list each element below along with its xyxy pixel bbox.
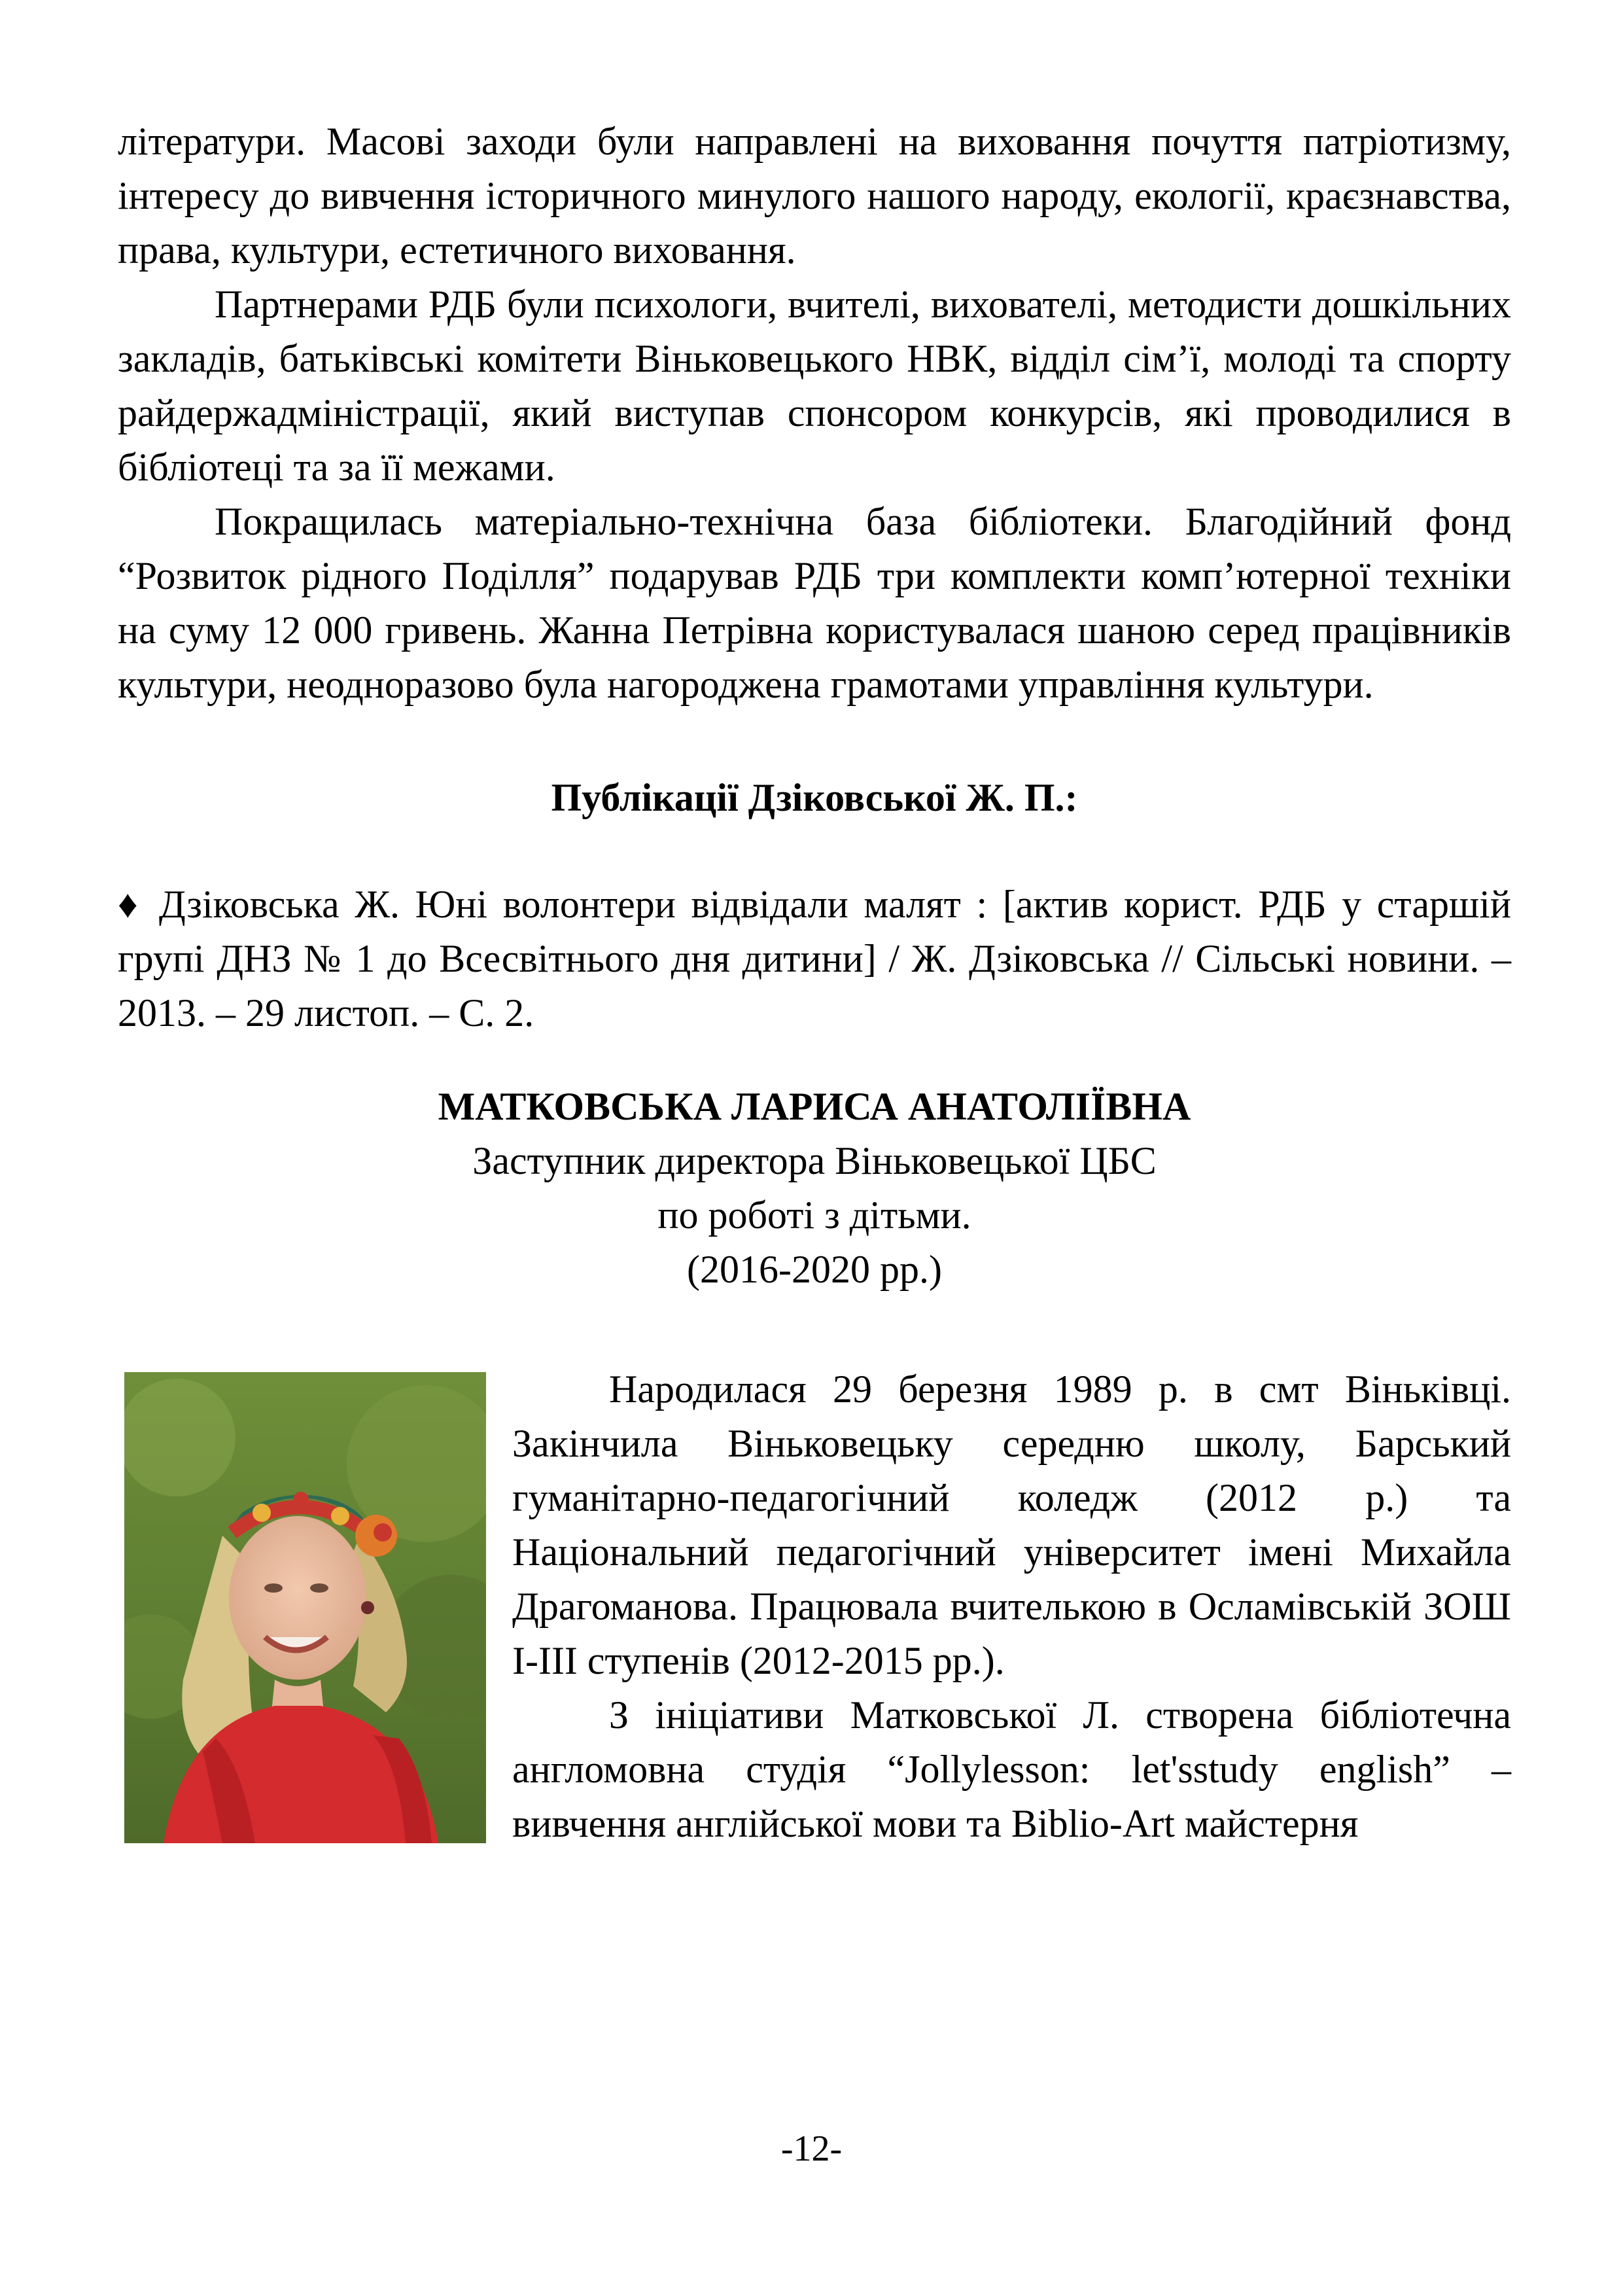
person-position-detail: по роботі з дітьми. bbox=[657, 1193, 971, 1237]
biography-paragraph: Народилася 29 березня 1989 р. в смт Віньківці. Закінчила Віньковецьку середню школу, Барський гуманітарно-педагогічний коледж (2012 р.) та Національний педагогічний університет імені Михайла Драгоманова. Працювала вчителькою в Осламівській ЗОШ І-ІІІ ступенів (2012-2015 рр.). bbox=[512, 1368, 1511, 1682]
person-name-heading: МАТКОВСЬКА ЛАРИСА АНАТОЛІЇВНА bbox=[438, 1085, 1191, 1128]
biography-section bbox=[118, 1362, 1511, 1851]
paragraph-equipment: Покращилась матеріально-технічна база бібліотеки. Благодійний фонд “Розвиток рідного Поділля” подарував РДБ три комплекти комп’ютерної техніки на суму 12 000 гривень. Жанна Петрівна користувалася шаною серед працівників культури, неодноразово була нагороджена грамотами управління культури. bbox=[118, 500, 1511, 706]
publication-entry: ♦ Дзіковська Ж. Юні волонтери відвідали малят : [актив корист. РДБ у старшій групі ДНЗ № 1 до Всесвітнього дня дитини] / Ж. Дзіковська // Сільські новини. – 2013. – 29 листоп. – С. 2. bbox=[118, 883, 1511, 1034]
page-number: -12- bbox=[780, 2128, 843, 2169]
paragraph-partners: Партнерами РДБ були психологи, вчителі, вихователі, методисти дошкільних закладів, батьківські комітети Віньковецького НВК, відділ сім’ї, молоді та спорту райдержадміністрації, який виступав спонсором конкурсів, які проводилися в бібліотеці та за її межами. bbox=[118, 283, 1511, 489]
paragraph-continuation: літератури. Масові заходи були направлені на виховання почуття патріотизму, інтересу до вивчення історичного минулого нашого народу, екології, краєзнавства, права, культури, естетичного виховання. bbox=[118, 120, 1511, 272]
initiative-paragraph: З ініціативи Матковської Л. створена бібліотечна англомовна студія “Jollylesson: let'sstudy english” – вивчення англійської мови та Biblio-Art майстерня bbox=[512, 1693, 1511, 1845]
publications-heading: Публікації Дзіковської Ж. П.: bbox=[551, 776, 1078, 819]
portrait-photo bbox=[124, 1372, 486, 1843]
person-position: Заступник директора Віньковецької ЦБС bbox=[472, 1139, 1157, 1182]
person-years: (2016-2020 рр.) bbox=[687, 1248, 942, 1291]
document-page bbox=[118, 115, 1511, 1851]
